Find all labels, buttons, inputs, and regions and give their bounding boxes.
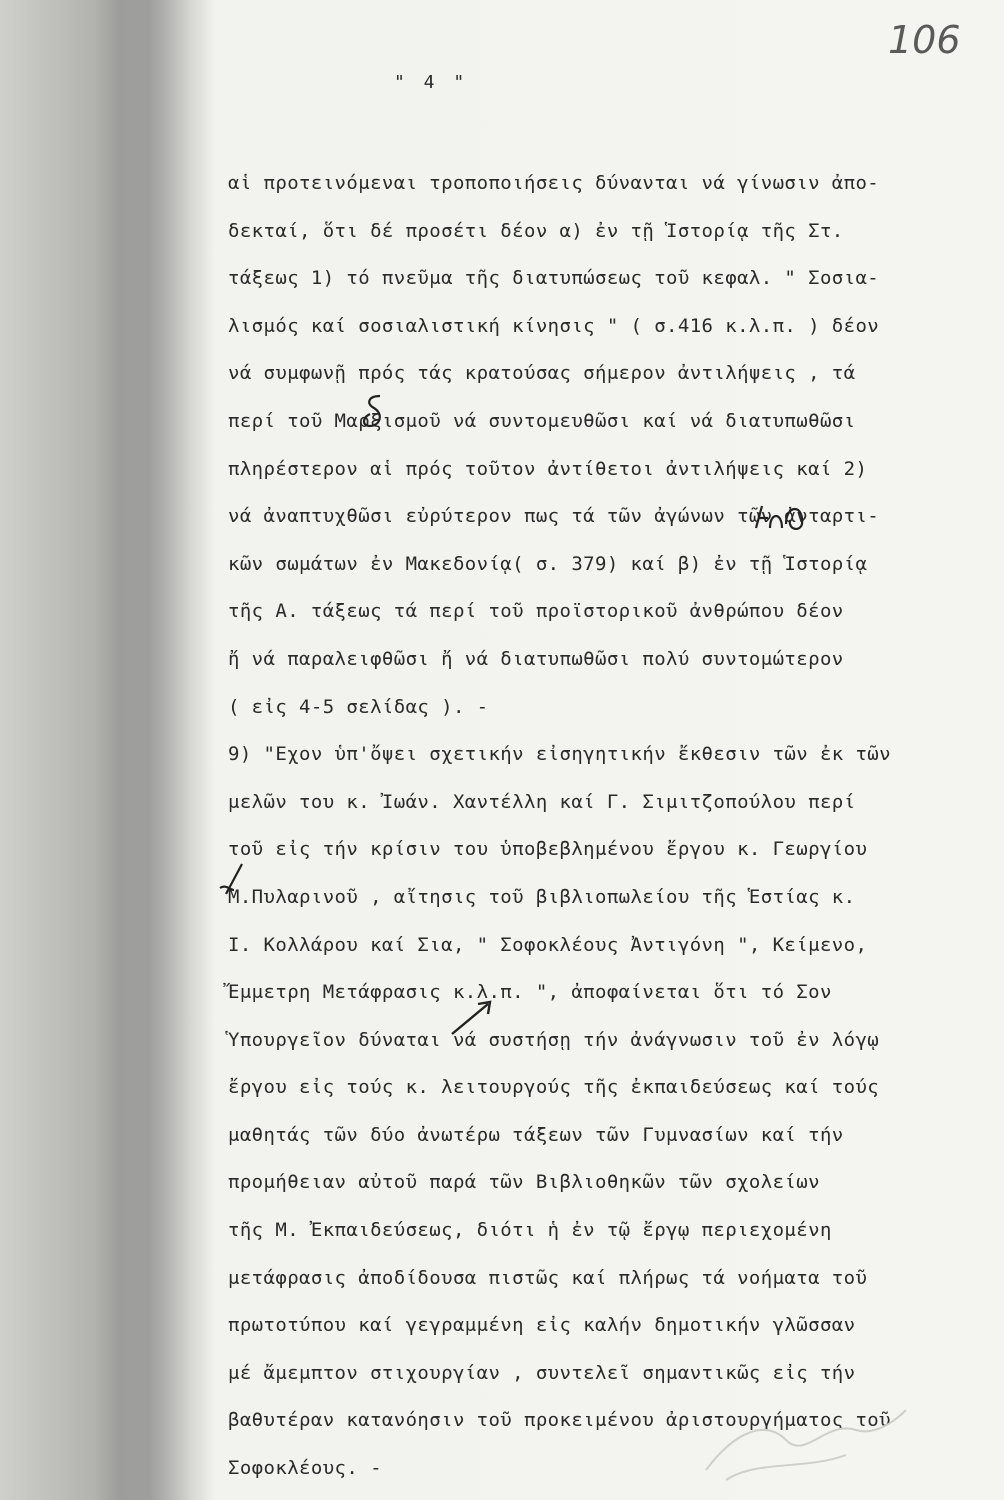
text-line: ἔργου εἰς τούς κ. λειτουργούς τῆς ἐκπαιδεύσεως καί τούς: [228, 1076, 880, 1099]
text-line: αἱ προτεινόμεναι τροποποιήσεις δύνανται νά γίνωσιν ἀπο-: [228, 172, 880, 194]
text-line: μετάφρασις ἀποδίδουσα πιστῶς καί πλήρως τά νοήματα τοῦ: [228, 1266, 868, 1289]
text-line: τάξεως 1) τό πνεῦμα τῆς διατυπώσεως τοῦ κεφαλ. " Σοσια-: [228, 267, 880, 290]
text-line: βαθυτέραν κατανόησιν τοῦ προκειμένου ἀριστουργήματος τοῦ: [228, 1409, 891, 1432]
text-line: Ι. Κολλάρου καί Σια, " Σοφοκλέους Ἀντιγόνη ", Κείμενο,: [228, 933, 868, 956]
typed-text-block: [228, 160, 968, 1493]
text-line: κῶν σωμάτων ἐν Μακεδονίᾳ( σ. 379) καί β) ἐν τῇ Ἱστορίᾳ: [228, 552, 868, 575]
text-line: περί τοῦ Μαρξισμοῦ νά συντομευθῶσι καί νά διατυπωθῶσι: [228, 409, 856, 432]
page-marker: " 4 ": [394, 72, 469, 93]
text-line: νά συμφωνῇ πρός τάς κρατούσας σήμερον ἀντιλήψεις , τά: [228, 362, 856, 385]
text-line: Ἔμμετρη Μετάφρασις κ.λ.π. ", ἀποφαίνεται ὅτι τό Σον: [228, 981, 832, 1004]
text-line: 9) "Εχον ὑπ'ὄψει σχετικήν εἰσηγητικήν ἔκθεσιν τῶν ἐκ τῶν: [228, 743, 891, 766]
text-line: δεκταί, ὅτι δέ προσέτι δέον α) ἐν τῇ Ἱστορίᾳ τῆς Στ.: [228, 219, 844, 242]
text-line: Μ.Πυλαρινοῦ , αἴτησις τοῦ βιβλιοπωλείου τῆς Ἑστίας κ.: [228, 885, 856, 908]
text-line: πληρέστερον αἱ πρός τοῦτον ἀντίθετοι ἀντιλήψεις καί 2): [228, 457, 868, 480]
text-line: μελῶν του κ. Ἰωάν. Χαντέλλη καί Γ. Σιμιτζοπούλου περί: [228, 790, 856, 813]
text-line: τῆς Α. τάξεως τά περί τοῦ προϊστορικοῦ ἀνθρώπου δέον: [228, 600, 844, 623]
text-line: ( εἰς 4-5 σελίδας ). -: [228, 695, 489, 718]
text-line: λισμός καί σοσιαλιστική κίνησις " ( σ.416 κ.λ.π. ) δέον: [228, 314, 880, 337]
text-line: νά ἀναπτυχθῶσι εὐρύτερον πως τά τῶν ἀγώνων τῶν ἀνταρτι-: [228, 505, 880, 528]
folio-number: 106: [888, 18, 961, 62]
text-line: μέ ἄμεμπτον στιχουργίαν , συντελεῖ σημαντικῶς εἰς τήν: [228, 1361, 856, 1384]
text-line: μαθητάς τῶν δύο ἀνωτέρω τάξεων τῶν Γυμνασίων καί τήν: [228, 1123, 844, 1146]
text-line: προμήθειαν αὐτοῦ παρά τῶν Βιβλιοθηκῶν τῶν σχολείων: [228, 1171, 820, 1194]
text-line: τῆς Μ. Ἐκπαιδεύσεως, διότι ἡ ἐν τῷ ἔργῳ περιεχομένη: [228, 1219, 832, 1242]
text-line: Σοφοκλέους. -: [228, 1457, 382, 1480]
text-line: Ὑπουργεῖον δύναται νά συστήσῃ τήν ἀνάγνωσιν τοῦ ἐν λόγῳ: [228, 1028, 880, 1051]
text-line: τοῦ εἰς τήν κρίσιν του ὑποβεβλημένου ἔργου κ. Γεωργίου: [228, 838, 868, 861]
text-line: ἤ νά παραλειφθῶσι ἤ νά διατυπωθῶσι πολύ συντομώτερον: [228, 647, 844, 670]
text-line: πρωτοτύπου καί γεγραμμένη εἰς καλήν δημοτικήν γλῶσσαν: [228, 1314, 856, 1337]
scan-shadow: [95, 0, 215, 1500]
